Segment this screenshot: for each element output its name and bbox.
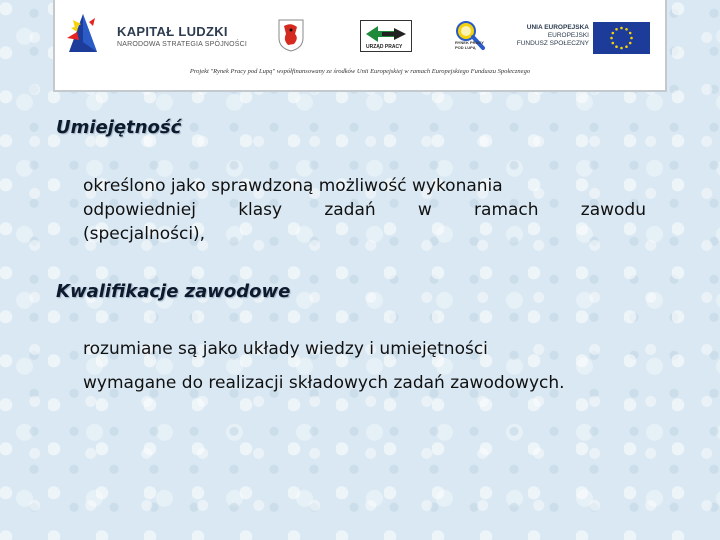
word: odpowiedniej	[83, 200, 196, 220]
skill-heading: Umiejętność	[56, 117, 182, 138]
kl-title: KAPITAŁ LUDZKI	[117, 24, 228, 39]
eu-line-1: UNIA EUROPEJSKA	[526, 24, 589, 31]
rynek-pracy-label: RYNEK PRACY POD LUPĄ	[455, 40, 484, 50]
word: zadań	[324, 200, 376, 220]
eu-line-2: EUROPEJSKI	[547, 32, 589, 39]
eu-line-3: FUNDUSZ SPOŁECZNY	[516, 40, 589, 47]
word: w	[417, 200, 432, 220]
skill-text-line-2	[83, 200, 646, 220]
regional-crest-icon	[277, 18, 305, 52]
qualifications-text-line-1: rozumiane są jako układy wiedzy i umiejętności	[83, 339, 488, 359]
skill-text-line-3: (specjalności),	[83, 224, 206, 244]
word: zawodu	[580, 200, 646, 220]
kapital-ludzki-logo-icon	[65, 12, 101, 54]
eu-flag-icon	[593, 22, 650, 54]
qualifications-heading: Kwalifikacje zawodowe	[56, 281, 291, 302]
word: ramach	[474, 200, 539, 220]
project-note: Projekt "Rynek Pracy pod Lupą" współfinansowany ze środków Unii Europejskiej w ramach Europejskiego Funduszu Społecznego	[189, 68, 531, 75]
logo-banner	[53, 0, 667, 92]
word: klasy	[238, 200, 283, 220]
eu-text-block	[503, 24, 589, 48]
skill-text-line-1: określono jako sprawdzoną możliwość wykonania	[83, 176, 503, 196]
qualifications-text-line-2: wymagane do realizacji składowych zadań zawodowych.	[83, 373, 565, 393]
urzad-pracy-label: URZĄD PRACY	[366, 44, 403, 50]
kl-subtitle: NARODOWA STRATEGIA SPÓJNOŚCI	[117, 41, 248, 48]
